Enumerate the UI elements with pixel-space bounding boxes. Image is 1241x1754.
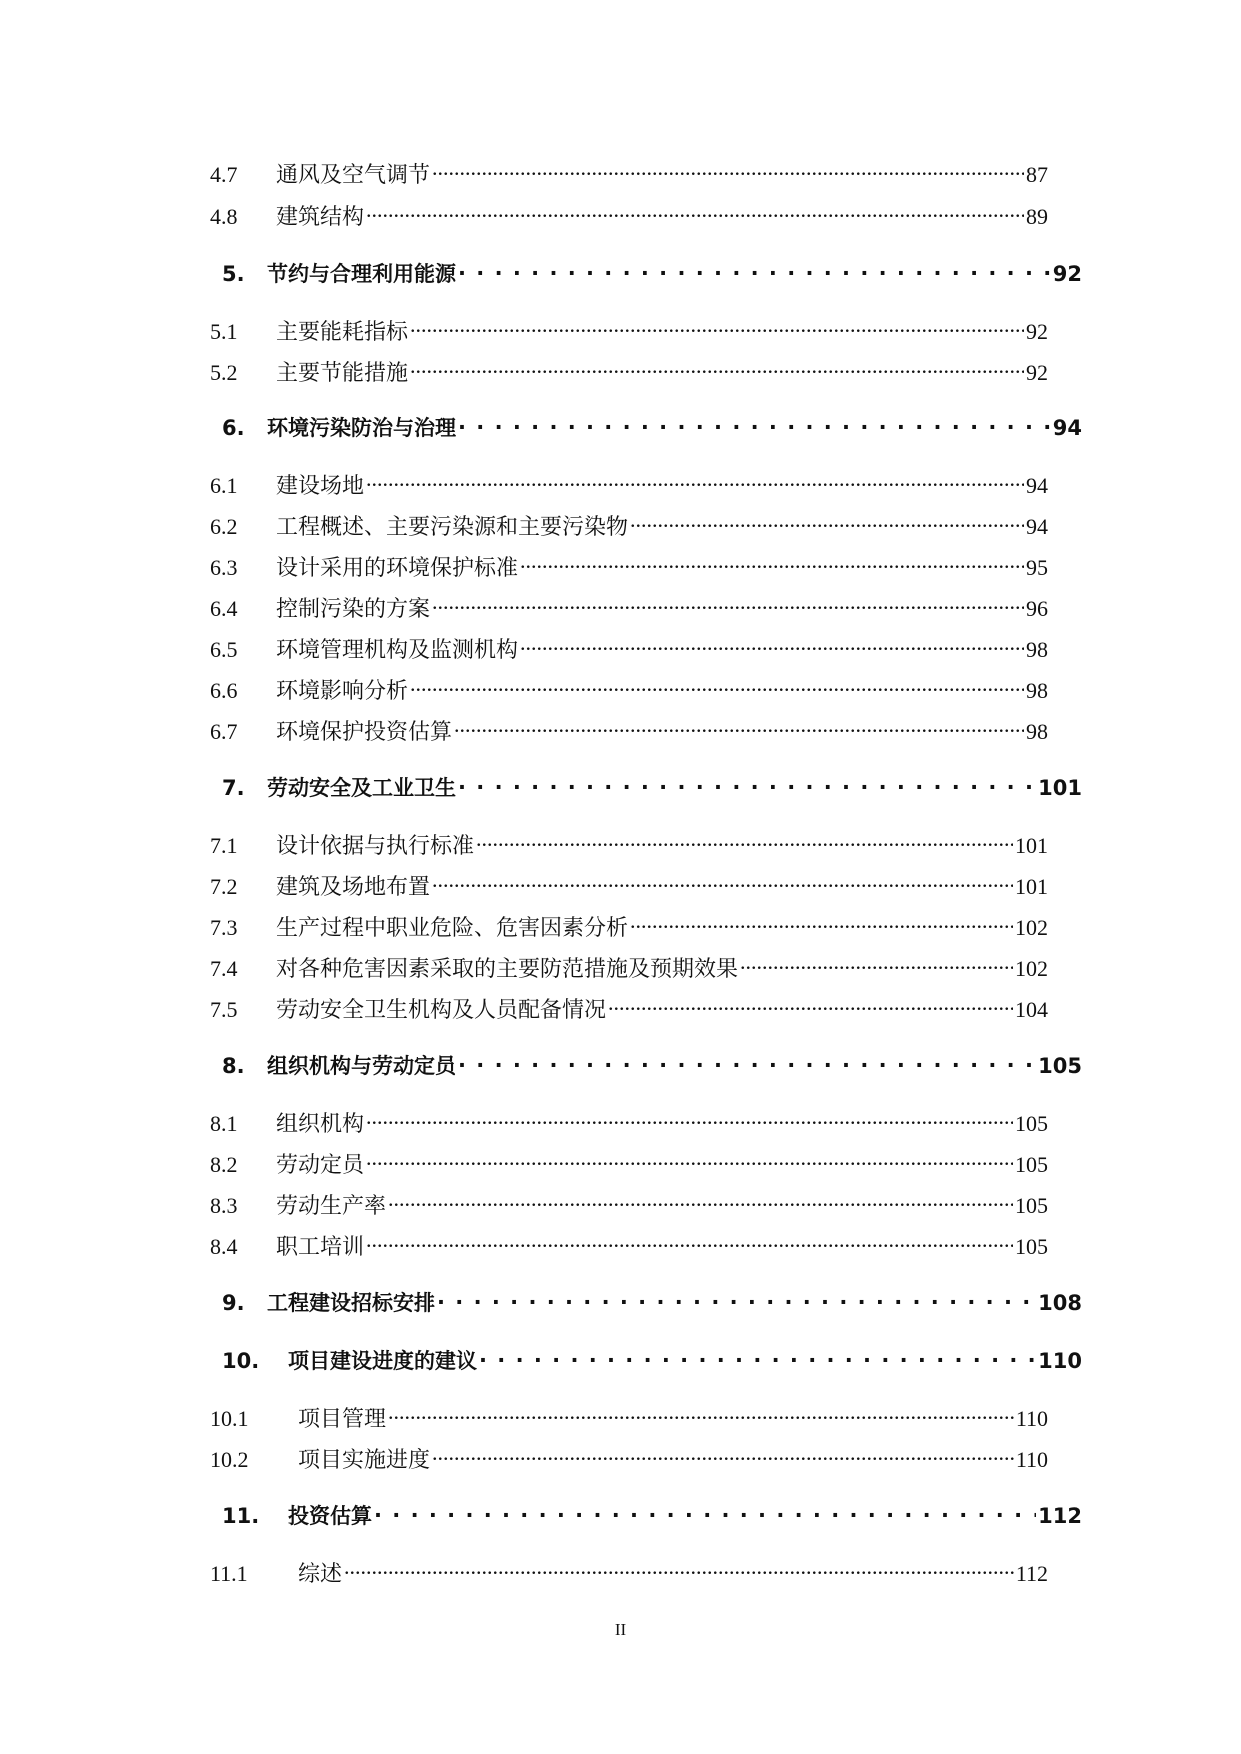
toc-entry-page: 87 bbox=[1026, 162, 1048, 187]
toc-entry-number: 6.4 bbox=[210, 596, 238, 621]
toc-entry-title: 环境管理机构及监测机构 bbox=[276, 637, 519, 662]
toc-entry-number: 6.7 bbox=[210, 719, 238, 744]
toc-entry[interactable] bbox=[210, 551, 1048, 582]
toc-entry-number: 6.6 bbox=[210, 678, 238, 703]
toc-section[interactable] bbox=[222, 1345, 1082, 1375]
toc-entry-title: 项目实施进度 bbox=[298, 1447, 431, 1472]
toc-entry-page: 104 bbox=[1015, 997, 1048, 1022]
toc-section-page: 108 bbox=[1038, 1291, 1082, 1315]
toc-entry-title: 建设场地 bbox=[276, 473, 365, 498]
toc-entry[interactable] bbox=[210, 510, 1048, 541]
toc-entry[interactable] bbox=[210, 592, 1048, 623]
dot-leader bbox=[432, 872, 1013, 894]
toc-entry-number: 7.1 bbox=[210, 833, 238, 858]
toc-entry-page: 98 bbox=[1026, 637, 1048, 662]
dot-leader bbox=[520, 635, 1024, 657]
dot-leader bbox=[366, 1150, 1013, 1172]
toc-section[interactable] bbox=[222, 412, 1082, 442]
toc-section-page: 94 bbox=[1052, 416, 1082, 440]
page-number-footer: II bbox=[614, 1620, 627, 1639]
toc-entry[interactable] bbox=[210, 674, 1048, 705]
toc-entry[interactable] bbox=[210, 993, 1048, 1024]
toc-entry-page: 96 bbox=[1026, 596, 1048, 621]
toc-entry-title: 环境影响分析 bbox=[276, 678, 409, 703]
dot-leader bbox=[458, 774, 1036, 795]
dot-leader bbox=[366, 1232, 1013, 1254]
toc-entry[interactable] bbox=[210, 1443, 1048, 1474]
toc-entry[interactable] bbox=[210, 1557, 1048, 1588]
dot-leader bbox=[432, 160, 1024, 182]
dot-leader bbox=[608, 995, 1013, 1017]
dot-leader bbox=[410, 358, 1024, 380]
toc-entry[interactable] bbox=[210, 158, 1048, 189]
toc-entry-page: 110 bbox=[1015, 1406, 1048, 1431]
dot-leader bbox=[410, 676, 1024, 698]
toc-entry-page: 112 bbox=[1015, 1561, 1048, 1586]
toc-section-title: 项目建设进度的建议 bbox=[288, 1349, 477, 1373]
toc-entry-title: 建筑结构 bbox=[276, 204, 365, 229]
toc-entry[interactable] bbox=[210, 952, 1048, 983]
toc-entry[interactable] bbox=[210, 870, 1048, 901]
toc-entry-page: 94 bbox=[1026, 514, 1048, 539]
toc-section-page: 92 bbox=[1052, 262, 1082, 286]
toc-entry-title: 控制污染的方案 bbox=[276, 596, 431, 621]
dot-leader bbox=[410, 317, 1024, 339]
toc-entry-title: 环境保护投资估算 bbox=[276, 719, 453, 744]
toc-entry-title: 生产过程中职业危险、危害因素分析 bbox=[276, 915, 629, 940]
toc-entry-number: 8.3 bbox=[210, 1193, 238, 1218]
dot-leader bbox=[366, 471, 1024, 493]
toc-entry[interactable] bbox=[210, 1107, 1048, 1138]
dot-leader bbox=[630, 913, 1013, 935]
dot-leader bbox=[437, 1289, 1036, 1310]
toc-entry-number: 7.4 bbox=[210, 956, 238, 981]
dot-leader bbox=[630, 512, 1024, 534]
dot-leader bbox=[740, 954, 1013, 976]
toc-section-number: 10. bbox=[222, 1349, 260, 1373]
toc-section[interactable] bbox=[222, 1050, 1082, 1080]
toc-entry-number: 5.2 bbox=[210, 360, 238, 385]
toc-entry-page: 95 bbox=[1026, 555, 1048, 580]
toc-entry[interactable] bbox=[210, 356, 1048, 387]
toc-entry-page: 101 bbox=[1015, 874, 1048, 899]
toc-section-number: 7. bbox=[222, 776, 245, 800]
toc-entry[interactable] bbox=[210, 829, 1048, 860]
dot-leader bbox=[344, 1559, 1014, 1581]
toc-entry-page: 92 bbox=[1026, 360, 1048, 385]
toc-section[interactable] bbox=[222, 1500, 1082, 1530]
dot-leader bbox=[476, 831, 1013, 853]
toc-entry-title: 劳动生产率 bbox=[276, 1193, 387, 1218]
toc-section-title: 工程建设招标安排 bbox=[267, 1291, 435, 1315]
toc-entry[interactable] bbox=[210, 1189, 1048, 1220]
toc-entry-title: 建筑及场地布置 bbox=[276, 874, 431, 899]
dot-leader bbox=[388, 1191, 1013, 1213]
dot-leader bbox=[388, 1404, 1014, 1426]
dot-leader bbox=[432, 594, 1024, 616]
toc-entry-title: 设计采用的环境保护标准 bbox=[276, 555, 519, 580]
toc-entry-page: 105 bbox=[1015, 1193, 1048, 1218]
toc-entry-page: 110 bbox=[1015, 1447, 1048, 1472]
toc-section-title: 环境污染防治与治理 bbox=[267, 416, 456, 440]
toc-entry-number: 6.5 bbox=[210, 637, 238, 662]
toc-entry-number: 4.8 bbox=[210, 204, 238, 229]
toc-entry-page: 98 bbox=[1026, 678, 1048, 703]
toc-section-number: 5. bbox=[222, 262, 245, 286]
toc-entry-page: 98 bbox=[1026, 719, 1048, 744]
toc-entry-page: 89 bbox=[1026, 204, 1048, 229]
dot-leader bbox=[374, 1502, 1036, 1523]
dot-leader bbox=[458, 414, 1051, 435]
toc-entry[interactable] bbox=[210, 911, 1048, 942]
toc-section-number: 11. bbox=[222, 1504, 260, 1528]
toc-entry-title: 设计依据与执行标准 bbox=[276, 833, 475, 858]
toc-entry-page: 92 bbox=[1026, 319, 1048, 344]
toc-entry-number: 4.7 bbox=[210, 162, 238, 187]
toc-entry-title: 组织机构 bbox=[276, 1111, 365, 1136]
dot-leader bbox=[520, 553, 1024, 575]
toc-section-number: 9. bbox=[222, 1291, 245, 1315]
toc-entry[interactable] bbox=[210, 1402, 1048, 1433]
toc-entry-title: 项目管理 bbox=[298, 1406, 387, 1431]
toc-entry-title: 主要节能措施 bbox=[276, 360, 409, 385]
toc-entry-number: 10.1 bbox=[210, 1406, 249, 1431]
toc-entry[interactable] bbox=[210, 1230, 1048, 1261]
toc-section-title: 劳动安全及工业卫生 bbox=[267, 776, 456, 800]
toc-entry[interactable] bbox=[210, 315, 1048, 346]
toc-entry-title: 劳动安全卫生机构及人员配备情况 bbox=[276, 997, 607, 1022]
toc-section-number: 6. bbox=[222, 416, 245, 440]
toc-entry-number: 7.2 bbox=[210, 874, 238, 899]
toc-entry-page: 105 bbox=[1015, 1234, 1048, 1259]
dot-leader bbox=[366, 1109, 1013, 1131]
toc-entry-number: 6.2 bbox=[210, 514, 238, 539]
toc-entry-number: 5.1 bbox=[210, 319, 238, 344]
toc-section-title: 投资估算 bbox=[288, 1504, 372, 1528]
dot-leader bbox=[366, 202, 1024, 224]
toc-section-page: 110 bbox=[1038, 1349, 1082, 1373]
dot-leader bbox=[458, 260, 1051, 281]
toc-entry-number: 8.4 bbox=[210, 1234, 238, 1259]
toc-entry-number: 11.1 bbox=[210, 1561, 248, 1586]
toc-entry[interactable] bbox=[210, 633, 1048, 664]
toc-entry[interactable] bbox=[210, 715, 1048, 746]
toc-entry-number: 10.2 bbox=[210, 1447, 249, 1472]
toc-entry-number: 8.2 bbox=[210, 1152, 238, 1177]
toc-section-title: 组织机构与劳动定员 bbox=[267, 1054, 456, 1078]
toc-entry-page: 94 bbox=[1026, 473, 1048, 498]
toc-entry-title: 综述 bbox=[298, 1561, 343, 1586]
dot-leader bbox=[458, 1052, 1036, 1073]
toc-entry-number: 6.1 bbox=[210, 473, 238, 498]
toc-entry-title: 主要能耗指标 bbox=[276, 319, 409, 344]
toc-section-number: 8. bbox=[222, 1054, 245, 1078]
toc-entry-title: 对各种危害因素采取的主要防范措施及预期效果 bbox=[276, 956, 739, 981]
dot-leader bbox=[454, 717, 1024, 739]
toc-entry[interactable] bbox=[210, 469, 1048, 500]
toc-entry-title: 职工培训 bbox=[276, 1234, 365, 1259]
toc-entry[interactable] bbox=[210, 200, 1048, 231]
toc-entry-number: 8.1 bbox=[210, 1111, 238, 1136]
toc-entry-number: 6.3 bbox=[210, 555, 238, 580]
toc-entry-number: 7.5 bbox=[210, 997, 238, 1022]
toc-entry-page: 102 bbox=[1015, 956, 1048, 981]
toc-section-page: 105 bbox=[1038, 1054, 1082, 1078]
toc-entry-page: 101 bbox=[1015, 833, 1048, 858]
toc-section-page: 101 bbox=[1038, 776, 1082, 800]
toc-section-title: 节约与合理利用能源 bbox=[267, 262, 456, 286]
dot-leader bbox=[479, 1347, 1036, 1368]
toc-entry[interactable] bbox=[210, 1148, 1048, 1179]
toc-entry-title: 通风及空气调节 bbox=[276, 162, 431, 187]
toc-section-page: 112 bbox=[1038, 1504, 1082, 1528]
toc-section[interactable] bbox=[222, 772, 1082, 802]
dot-leader bbox=[432, 1445, 1014, 1467]
toc-entry-title: 工程概述、主要污染源和主要污染物 bbox=[276, 514, 629, 539]
toc-section[interactable] bbox=[222, 258, 1082, 288]
toc-entry-page: 102 bbox=[1015, 915, 1048, 940]
toc-section[interactable] bbox=[222, 1287, 1082, 1317]
toc-entry-number: 7.3 bbox=[210, 915, 238, 940]
toc-entry-page: 105 bbox=[1015, 1111, 1048, 1136]
toc-entry-page: 105 bbox=[1015, 1152, 1048, 1177]
toc-entry-title: 劳动定员 bbox=[276, 1152, 365, 1177]
